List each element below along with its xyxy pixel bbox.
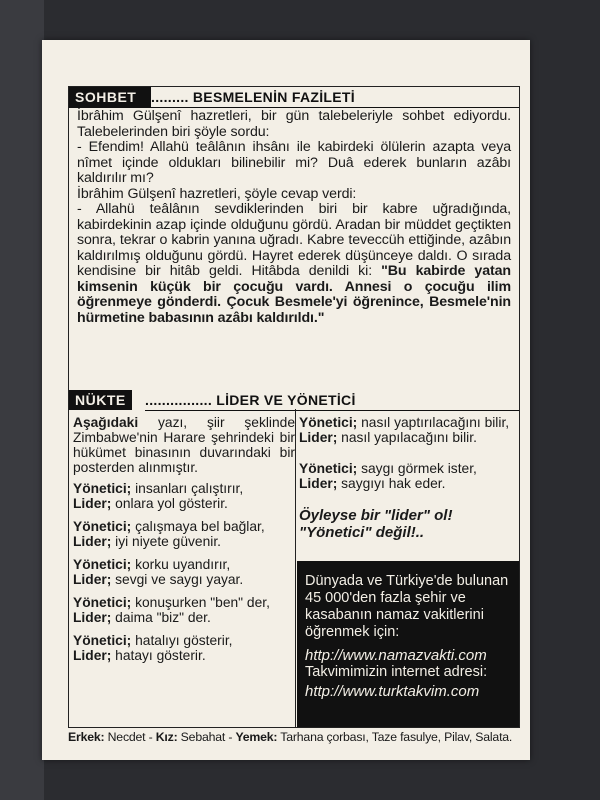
- sohbet-tab: SOHBET: [69, 87, 142, 107]
- sohbet-paragraph: İbrâhim Gülşenî hazretleri, bir gün talebeleriyle sohbet ediyordu. Talebelerinden biri şöyle sordu:: [77, 108, 511, 140]
- nukte-left-column: [73, 415, 295, 671]
- nukte-header: [69, 390, 519, 410]
- comparison-pair: Yönetici; nasıl yaptırılacağını bilir, Lider; nasıl yapılacağını bilir.: [299, 415, 510, 445]
- website-ad-box: [297, 561, 519, 727]
- sohbet-paragraph: - Efendim! Allahü teâlânın ihsânı ile kabirdeki ölülerin azapta veya nîmet içinde oldukları bilinebilir mi? Duâ ederek bunların azâbı kaldırılır mı?: [77, 139, 511, 186]
- background-left: [0, 0, 44, 800]
- nukte-tab: NÜKTE: [69, 390, 132, 410]
- comparison-pair: Yönetici; konuşurken "ben" der, Lider; daima "biz" der.: [73, 595, 270, 625]
- comparison-pair: Yönetici; saygı görmek ister, Lider; saygıyı hak eder.: [299, 461, 477, 491]
- motto: Öyleyse bir "lider" ol! "Yönetici" değil!..: [299, 507, 453, 541]
- ad-text-2: Takvimimizin internet adresi:: [305, 664, 488, 680]
- footer-names-menu: Erkek: Necdet - Kız: Sebahat - Yemek: Tarhana çorbası, Taze fasulye, Pilav, Salata.: [68, 730, 513, 744]
- sohbet-text: [77, 109, 511, 326]
- sohbet-quote: "Bu kabirde yatan kimsenin küçük bir çocuğu vardı. Annesi o çocuğu ilim öğrenmeye gönderdi. Çocuk Besmele'yi öğrenince, Besmele'nin hürmetine babasının azâbı kaldırıldı.": [77, 263, 511, 326]
- sohbet-header: [69, 87, 519, 108]
- column-divider: [295, 409, 296, 727]
- nukte-intro: Aşağıdaki yazı, şiir şeklinde Zimbabwe'nin Harare şehrindeki bir hükümet binasının duvarındaki bir posterden alınmıştır.: [73, 415, 295, 475]
- nukte-right-column: [299, 415, 515, 541]
- ad-text: Dünyada ve Türkiye'de bulunan 45 000'den fazla şehir ve kasabanın namaz vakitlerini öğrenmek için:: [305, 573, 509, 640]
- sohbet-paragraph: - Allahü teâlânın sevdiklerinden biri bir kabre uğradığında, kabirdekinin azap içinde olduğunu gördü. Aradan bir müddet geçtikten sonra, tekrar o kabrin yanına uğradı. Kabre teveccüh ettiğinde, azâbın kaldırılmış olduğunu gördü. Hayret ederek düşünceye daldı. O sırada kendisine bir hitâb geldi. Hitâbda denildi ki: "Bu kabirde yatan kimsenin küçük bir çocuğu vardı. Annesi o çocuğu ilim öğrenmeye gönderdi. Çocuk Besmele'yi öğrenince, Besmele'nin hürmetine babasının azâbı kaldırıldı.": [77, 201, 511, 326]
- sohbet-title: ......... BESMELENİN FAZİLETİ: [151, 87, 519, 107]
- namazvakti-link[interactable]: http://www.namazvakti.com: [305, 647, 487, 664]
- nukte-title: ................ LİDER VE YÖNETİCİ: [145, 390, 519, 411]
- content-frame: [68, 86, 520, 728]
- comparison-pair: Yönetici; insanları çalıştırır, Lider; onlara yol gösterir.: [73, 481, 244, 511]
- turktakvim-link[interactable]: http://www.turktakvim.com: [305, 683, 480, 700]
- comparison-pair: Yönetici; korku uyandırır, Lider; sevgi ve saygı yayar.: [73, 557, 244, 587]
- calendar-leaf: [42, 40, 530, 760]
- comparison-pair: Yönetici; hatalıyı gösterir, Lider; hatayı gösterir.: [73, 633, 233, 663]
- comparison-pair: Yönetici; çalışmaya bel bağlar, Lider; iyi niyete güvenir.: [73, 519, 265, 549]
- sohbet-paragraph: İbrâhim Gülşenî hazretleri, şöyle cevap verdi:: [77, 185, 357, 202]
